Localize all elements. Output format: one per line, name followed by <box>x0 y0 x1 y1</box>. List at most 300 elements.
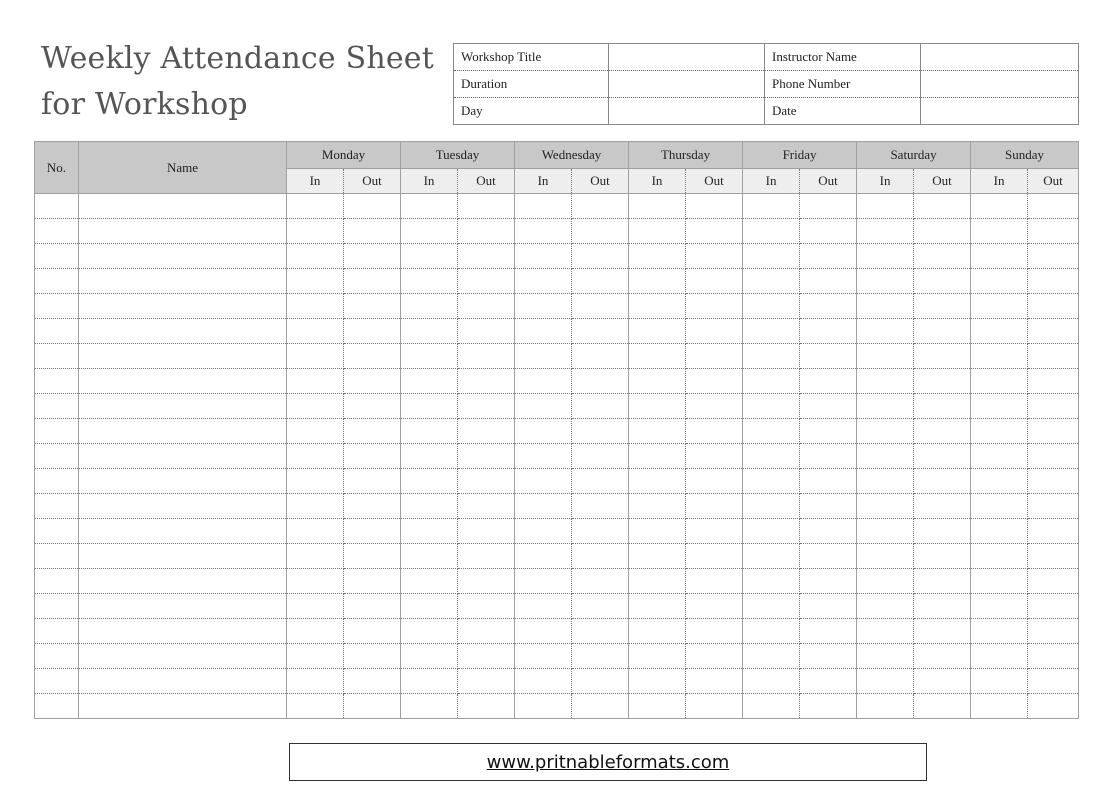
out-time-cell[interactable] <box>1028 244 1079 269</box>
in-time-cell[interactable] <box>629 419 686 444</box>
in-time-cell[interactable] <box>287 369 344 394</box>
in-time-cell[interactable] <box>287 594 344 619</box>
in-time-cell[interactable] <box>287 469 344 494</box>
name-cell[interactable] <box>79 194 287 219</box>
in-time-cell[interactable] <box>515 369 572 394</box>
out-time-cell[interactable] <box>800 644 857 669</box>
in-time-cell[interactable] <box>971 644 1028 669</box>
in-time-cell[interactable] <box>857 644 914 669</box>
out-time-cell[interactable] <box>800 294 857 319</box>
in-time-cell[interactable] <box>971 619 1028 644</box>
out-time-cell[interactable] <box>572 369 629 394</box>
in-time-cell[interactable] <box>857 269 914 294</box>
out-time-cell[interactable] <box>458 294 515 319</box>
in-time-cell[interactable] <box>515 344 572 369</box>
out-time-cell[interactable] <box>458 569 515 594</box>
out-time-cell[interactable] <box>800 269 857 294</box>
in-time-cell[interactable] <box>857 669 914 694</box>
in-time-cell[interactable] <box>629 319 686 344</box>
out-time-cell[interactable] <box>344 244 401 269</box>
name-cell[interactable] <box>79 494 287 519</box>
in-time-cell[interactable] <box>515 544 572 569</box>
out-time-cell[interactable] <box>572 194 629 219</box>
out-time-cell[interactable] <box>1028 619 1079 644</box>
no-cell[interactable] <box>35 644 79 669</box>
out-time-cell[interactable] <box>686 244 743 269</box>
info-value-field[interactable] <box>921 44 1079 71</box>
in-time-cell[interactable] <box>743 619 800 644</box>
in-time-cell[interactable] <box>857 294 914 319</box>
out-time-cell[interactable] <box>572 494 629 519</box>
in-time-cell[interactable] <box>743 519 800 544</box>
in-time-cell[interactable] <box>971 569 1028 594</box>
no-cell[interactable] <box>35 319 79 344</box>
in-time-cell[interactable] <box>971 494 1028 519</box>
in-time-cell[interactable] <box>629 469 686 494</box>
out-time-cell[interactable] <box>572 419 629 444</box>
out-time-cell[interactable] <box>914 669 971 694</box>
out-time-cell[interactable] <box>1028 419 1079 444</box>
in-time-cell[interactable] <box>401 269 458 294</box>
in-time-cell[interactable] <box>971 444 1028 469</box>
in-time-cell[interactable] <box>287 569 344 594</box>
out-time-cell[interactable] <box>914 244 971 269</box>
out-time-cell[interactable] <box>1028 269 1079 294</box>
name-cell[interactable] <box>79 319 287 344</box>
out-time-cell[interactable] <box>572 344 629 369</box>
out-time-cell[interactable] <box>800 194 857 219</box>
no-cell[interactable] <box>35 619 79 644</box>
in-time-cell[interactable] <box>629 369 686 394</box>
out-time-cell[interactable] <box>344 494 401 519</box>
in-time-cell[interactable] <box>287 394 344 419</box>
out-time-cell[interactable] <box>800 444 857 469</box>
in-time-cell[interactable] <box>743 294 800 319</box>
out-time-cell[interactable] <box>800 244 857 269</box>
name-cell[interactable] <box>79 269 287 294</box>
out-time-cell[interactable] <box>1028 544 1079 569</box>
out-time-cell[interactable] <box>344 619 401 644</box>
out-time-cell[interactable] <box>458 319 515 344</box>
in-time-cell[interactable] <box>971 369 1028 394</box>
out-time-cell[interactable] <box>686 194 743 219</box>
in-time-cell[interactable] <box>515 219 572 244</box>
no-cell[interactable] <box>35 544 79 569</box>
name-cell[interactable] <box>79 694 287 719</box>
out-time-cell[interactable] <box>344 294 401 319</box>
out-time-cell[interactable] <box>686 594 743 619</box>
name-cell[interactable] <box>79 569 287 594</box>
in-time-cell[interactable] <box>287 419 344 444</box>
in-time-cell[interactable] <box>743 394 800 419</box>
out-time-cell[interactable] <box>914 394 971 419</box>
in-time-cell[interactable] <box>971 394 1028 419</box>
out-time-cell[interactable] <box>458 594 515 619</box>
in-time-cell[interactable] <box>401 544 458 569</box>
info-value-field[interactable] <box>609 44 765 71</box>
in-time-cell[interactable] <box>515 244 572 269</box>
in-time-cell[interactable] <box>743 544 800 569</box>
in-time-cell[interactable] <box>629 344 686 369</box>
in-time-cell[interactable] <box>401 244 458 269</box>
name-cell[interactable] <box>79 444 287 469</box>
out-time-cell[interactable] <box>1028 669 1079 694</box>
in-time-cell[interactable] <box>743 244 800 269</box>
out-time-cell[interactable] <box>800 519 857 544</box>
out-time-cell[interactable] <box>800 394 857 419</box>
out-time-cell[interactable] <box>458 669 515 694</box>
out-time-cell[interactable] <box>686 644 743 669</box>
in-time-cell[interactable] <box>287 519 344 544</box>
out-time-cell[interactable] <box>458 619 515 644</box>
in-time-cell[interactable] <box>515 444 572 469</box>
in-time-cell[interactable] <box>401 519 458 544</box>
in-time-cell[interactable] <box>971 294 1028 319</box>
no-cell[interactable] <box>35 294 79 319</box>
in-time-cell[interactable] <box>857 544 914 569</box>
in-time-cell[interactable] <box>743 369 800 394</box>
in-time-cell[interactable] <box>287 544 344 569</box>
out-time-cell[interactable] <box>1028 644 1079 669</box>
out-time-cell[interactable] <box>572 244 629 269</box>
in-time-cell[interactable] <box>971 269 1028 294</box>
in-time-cell[interactable] <box>287 194 344 219</box>
out-time-cell[interactable] <box>914 569 971 594</box>
no-cell[interactable] <box>35 219 79 244</box>
out-time-cell[interactable] <box>686 269 743 294</box>
no-cell[interactable] <box>35 394 79 419</box>
out-time-cell[interactable] <box>686 344 743 369</box>
out-time-cell[interactable] <box>1028 319 1079 344</box>
in-time-cell[interactable] <box>857 494 914 519</box>
out-time-cell[interactable] <box>914 644 971 669</box>
out-time-cell[interactable] <box>914 319 971 344</box>
in-time-cell[interactable] <box>629 494 686 519</box>
in-time-cell[interactable] <box>287 644 344 669</box>
in-time-cell[interactable] <box>401 194 458 219</box>
name-cell[interactable] <box>79 419 287 444</box>
out-time-cell[interactable] <box>458 244 515 269</box>
in-time-cell[interactable] <box>743 419 800 444</box>
in-time-cell[interactable] <box>515 644 572 669</box>
out-time-cell[interactable] <box>686 469 743 494</box>
in-time-cell[interactable] <box>401 644 458 669</box>
in-time-cell[interactable] <box>515 319 572 344</box>
out-time-cell[interactable] <box>914 619 971 644</box>
in-time-cell[interactable] <box>971 594 1028 619</box>
out-time-cell[interactable] <box>800 344 857 369</box>
out-time-cell[interactable] <box>914 444 971 469</box>
in-time-cell[interactable] <box>743 194 800 219</box>
in-time-cell[interactable] <box>515 394 572 419</box>
out-time-cell[interactable] <box>1028 344 1079 369</box>
out-time-cell[interactable] <box>344 544 401 569</box>
out-time-cell[interactable] <box>914 469 971 494</box>
in-time-cell[interactable] <box>743 269 800 294</box>
in-time-cell[interactable] <box>629 644 686 669</box>
name-cell[interactable] <box>79 519 287 544</box>
no-cell[interactable] <box>35 469 79 494</box>
out-time-cell[interactable] <box>458 419 515 444</box>
out-time-cell[interactable] <box>800 369 857 394</box>
in-time-cell[interactable] <box>287 294 344 319</box>
out-time-cell[interactable] <box>1028 469 1079 494</box>
out-time-cell[interactable] <box>800 619 857 644</box>
out-time-cell[interactable] <box>344 344 401 369</box>
out-time-cell[interactable] <box>914 694 971 719</box>
in-time-cell[interactable] <box>629 244 686 269</box>
in-time-cell[interactable] <box>971 194 1028 219</box>
in-time-cell[interactable] <box>857 594 914 619</box>
out-time-cell[interactable] <box>1028 219 1079 244</box>
out-time-cell[interactable] <box>914 369 971 394</box>
in-time-cell[interactable] <box>401 469 458 494</box>
in-time-cell[interactable] <box>743 594 800 619</box>
in-time-cell[interactable] <box>857 344 914 369</box>
in-time-cell[interactable] <box>287 444 344 469</box>
in-time-cell[interactable] <box>743 694 800 719</box>
in-time-cell[interactable] <box>287 694 344 719</box>
out-time-cell[interactable] <box>914 494 971 519</box>
out-time-cell[interactable] <box>1028 494 1079 519</box>
in-time-cell[interactable] <box>401 594 458 619</box>
out-time-cell[interactable] <box>458 544 515 569</box>
out-time-cell[interactable] <box>1028 194 1079 219</box>
out-time-cell[interactable] <box>914 344 971 369</box>
no-cell[interactable] <box>35 594 79 619</box>
out-time-cell[interactable] <box>572 519 629 544</box>
out-time-cell[interactable] <box>458 469 515 494</box>
in-time-cell[interactable] <box>971 544 1028 569</box>
in-time-cell[interactable] <box>971 519 1028 544</box>
out-time-cell[interactable] <box>686 619 743 644</box>
out-time-cell[interactable] <box>344 319 401 344</box>
in-time-cell[interactable] <box>287 244 344 269</box>
out-time-cell[interactable] <box>686 444 743 469</box>
out-time-cell[interactable] <box>1028 519 1079 544</box>
out-time-cell[interactable] <box>800 219 857 244</box>
out-time-cell[interactable] <box>344 369 401 394</box>
out-time-cell[interactable] <box>458 519 515 544</box>
in-time-cell[interactable] <box>629 569 686 594</box>
out-time-cell[interactable] <box>344 419 401 444</box>
out-time-cell[interactable] <box>1028 694 1079 719</box>
in-time-cell[interactable] <box>857 519 914 544</box>
in-time-cell[interactable] <box>629 669 686 694</box>
out-time-cell[interactable] <box>1028 369 1079 394</box>
no-cell[interactable] <box>35 244 79 269</box>
in-time-cell[interactable] <box>287 669 344 694</box>
website-link[interactable]: www.pritnableformats.com <box>486 751 730 773</box>
out-time-cell[interactable] <box>458 269 515 294</box>
in-time-cell[interactable] <box>743 644 800 669</box>
in-time-cell[interactable] <box>857 394 914 419</box>
out-time-cell[interactable] <box>914 419 971 444</box>
in-time-cell[interactable] <box>515 494 572 519</box>
out-time-cell[interactable] <box>572 569 629 594</box>
in-time-cell[interactable] <box>629 594 686 619</box>
out-time-cell[interactable] <box>686 544 743 569</box>
no-cell[interactable] <box>35 519 79 544</box>
in-time-cell[interactable] <box>629 394 686 419</box>
out-time-cell[interactable] <box>458 219 515 244</box>
in-time-cell[interactable] <box>629 544 686 569</box>
name-cell[interactable] <box>79 619 287 644</box>
in-time-cell[interactable] <box>515 669 572 694</box>
in-time-cell[interactable] <box>857 694 914 719</box>
in-time-cell[interactable] <box>857 419 914 444</box>
in-time-cell[interactable] <box>971 319 1028 344</box>
in-time-cell[interactable] <box>629 619 686 644</box>
in-time-cell[interactable] <box>743 444 800 469</box>
in-time-cell[interactable] <box>743 219 800 244</box>
in-time-cell[interactable] <box>287 344 344 369</box>
out-time-cell[interactable] <box>1028 294 1079 319</box>
info-value-field[interactable] <box>921 71 1079 98</box>
in-time-cell[interactable] <box>287 319 344 344</box>
out-time-cell[interactable] <box>458 694 515 719</box>
name-cell[interactable] <box>79 369 287 394</box>
out-time-cell[interactable] <box>344 594 401 619</box>
name-cell[interactable] <box>79 294 287 319</box>
in-time-cell[interactable] <box>515 594 572 619</box>
in-time-cell[interactable] <box>857 569 914 594</box>
in-time-cell[interactable] <box>401 669 458 694</box>
in-time-cell[interactable] <box>743 669 800 694</box>
no-cell[interactable] <box>35 694 79 719</box>
out-time-cell[interactable] <box>572 444 629 469</box>
out-time-cell[interactable] <box>344 569 401 594</box>
out-time-cell[interactable] <box>458 344 515 369</box>
in-time-cell[interactable] <box>515 519 572 544</box>
in-time-cell[interactable] <box>743 319 800 344</box>
out-time-cell[interactable] <box>344 219 401 244</box>
out-time-cell[interactable] <box>572 594 629 619</box>
out-time-cell[interactable] <box>572 694 629 719</box>
out-time-cell[interactable] <box>572 319 629 344</box>
out-time-cell[interactable] <box>458 444 515 469</box>
out-time-cell[interactable] <box>1028 569 1079 594</box>
out-time-cell[interactable] <box>344 519 401 544</box>
out-time-cell[interactable] <box>572 669 629 694</box>
out-time-cell[interactable] <box>344 469 401 494</box>
name-cell[interactable] <box>79 219 287 244</box>
in-time-cell[interactable] <box>971 669 1028 694</box>
in-time-cell[interactable] <box>401 294 458 319</box>
name-cell[interactable] <box>79 244 287 269</box>
out-time-cell[interactable] <box>572 219 629 244</box>
out-time-cell[interactable] <box>1028 444 1079 469</box>
out-time-cell[interactable] <box>686 494 743 519</box>
in-time-cell[interactable] <box>515 469 572 494</box>
in-time-cell[interactable] <box>971 244 1028 269</box>
out-time-cell[interactable] <box>914 294 971 319</box>
out-time-cell[interactable] <box>572 394 629 419</box>
out-time-cell[interactable] <box>344 669 401 694</box>
in-time-cell[interactable] <box>857 444 914 469</box>
no-cell[interactable] <box>35 569 79 594</box>
in-time-cell[interactable] <box>971 219 1028 244</box>
out-time-cell[interactable] <box>800 544 857 569</box>
out-time-cell[interactable] <box>800 469 857 494</box>
out-time-cell[interactable] <box>572 544 629 569</box>
out-time-cell[interactable] <box>914 219 971 244</box>
out-time-cell[interactable] <box>344 694 401 719</box>
in-time-cell[interactable] <box>401 344 458 369</box>
in-time-cell[interactable] <box>857 369 914 394</box>
out-time-cell[interactable] <box>458 194 515 219</box>
in-time-cell[interactable] <box>971 694 1028 719</box>
out-time-cell[interactable] <box>686 569 743 594</box>
no-cell[interactable] <box>35 444 79 469</box>
in-time-cell[interactable] <box>515 269 572 294</box>
out-time-cell[interactable] <box>914 594 971 619</box>
out-time-cell[interactable] <box>458 644 515 669</box>
no-cell[interactable] <box>35 369 79 394</box>
out-time-cell[interactable] <box>686 519 743 544</box>
in-time-cell[interactable] <box>857 469 914 494</box>
in-time-cell[interactable] <box>515 194 572 219</box>
in-time-cell[interactable] <box>743 569 800 594</box>
out-time-cell[interactable] <box>800 319 857 344</box>
out-time-cell[interactable] <box>914 544 971 569</box>
out-time-cell[interactable] <box>800 594 857 619</box>
out-time-cell[interactable] <box>344 644 401 669</box>
in-time-cell[interactable] <box>287 269 344 294</box>
in-time-cell[interactable] <box>401 219 458 244</box>
in-time-cell[interactable] <box>629 269 686 294</box>
out-time-cell[interactable] <box>572 644 629 669</box>
out-time-cell[interactable] <box>686 669 743 694</box>
name-cell[interactable] <box>79 344 287 369</box>
out-time-cell[interactable] <box>686 394 743 419</box>
in-time-cell[interactable] <box>515 619 572 644</box>
out-time-cell[interactable] <box>1028 394 1079 419</box>
info-value-field[interactable] <box>921 98 1079 125</box>
out-time-cell[interactable] <box>572 269 629 294</box>
out-time-cell[interactable] <box>686 219 743 244</box>
out-time-cell[interactable] <box>458 494 515 519</box>
out-time-cell[interactable] <box>686 419 743 444</box>
in-time-cell[interactable] <box>401 319 458 344</box>
out-time-cell[interactable] <box>344 394 401 419</box>
in-time-cell[interactable] <box>743 469 800 494</box>
in-time-cell[interactable] <box>629 294 686 319</box>
no-cell[interactable] <box>35 494 79 519</box>
out-time-cell[interactable] <box>686 319 743 344</box>
in-time-cell[interactable] <box>971 469 1028 494</box>
in-time-cell[interactable] <box>515 569 572 594</box>
out-time-cell[interactable] <box>572 469 629 494</box>
in-time-cell[interactable] <box>515 294 572 319</box>
out-time-cell[interactable] <box>914 519 971 544</box>
in-time-cell[interactable] <box>515 419 572 444</box>
in-time-cell[interactable] <box>743 344 800 369</box>
in-time-cell[interactable] <box>401 619 458 644</box>
in-time-cell[interactable] <box>857 319 914 344</box>
in-time-cell[interactable] <box>287 619 344 644</box>
in-time-cell[interactable] <box>629 519 686 544</box>
out-time-cell[interactable] <box>800 569 857 594</box>
info-value-field[interactable] <box>609 71 765 98</box>
in-time-cell[interactable] <box>287 494 344 519</box>
out-time-cell[interactable] <box>800 419 857 444</box>
in-time-cell[interactable] <box>515 694 572 719</box>
out-time-cell[interactable] <box>800 494 857 519</box>
name-cell[interactable] <box>79 669 287 694</box>
in-time-cell[interactable] <box>857 194 914 219</box>
out-time-cell[interactable] <box>1028 594 1079 619</box>
